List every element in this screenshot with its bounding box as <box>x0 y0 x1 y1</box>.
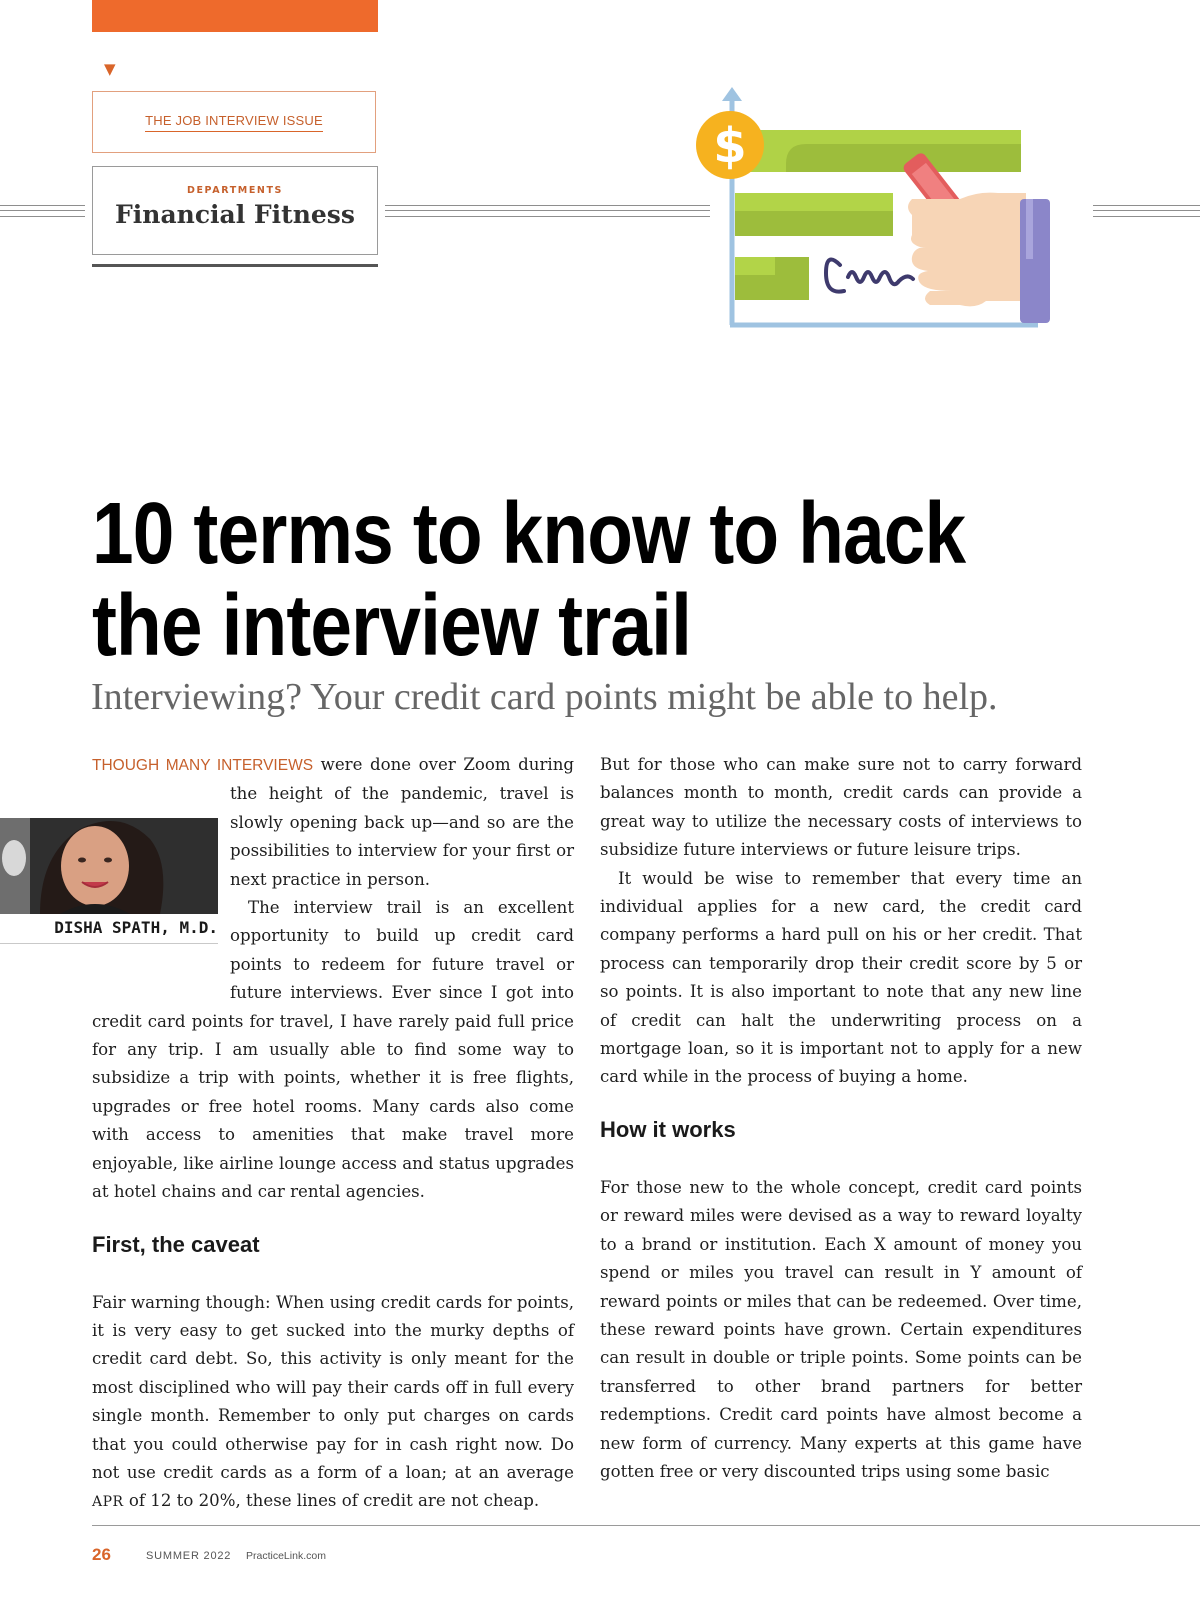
decorative-rule-right <box>1093 205 1200 217</box>
paragraph-text: of 12 to 20%, these lines of credit are not cheap. <box>123 1491 540 1511</box>
paragraph: The interview trail is an excellent opportunity to build up credit card points to redeem for future travel or future interviews. Ever since I got into credit card points for travel, I have rarely paid full price for any trip. I am usually able to find some way to subsidize a trip with points, whether it is free flights, upgrades or free hotel rooms. Many cards also come with access to amenities that make travel more enjoyable, like airline lounge access and status upgrades at hotel chains and car rental agencies. <box>92 898 574 1202</box>
paragraph: But for those who can make sure not to carry forward balances month to month, credit cards can provide a great way to utilize the necessary costs of interviews to subsidize future interviews or future leisure trips. <box>600 755 1082 860</box>
header-accent-bar <box>92 0 378 32</box>
lead-in: THOUGH MANY INTERVIEWS <box>92 757 314 774</box>
footer-divider <box>92 1525 1200 1526</box>
department-title: Financial Fitness <box>115 200 355 229</box>
paragraph: It would be wise to remember that every time an individual applies for a new card, the credit card company performs a hard pull on his or her credit. That process can temporarily drop their credit score by 5 or so points. It is also important to note that any new line of credit can halt the underwriting process on a mortgage loan, so it is important not to apply for a new card while in the process of buying a home. <box>600 868 1082 1087</box>
department-label: DEPARTMENTS <box>186 185 283 196</box>
department-box <box>92 166 378 255</box>
paragraph-text: Fair warning though: When using credit cards for points, it is very easy to get sucked into the murky depths of credit card debt. So, this activity is only meant for the most disciplined who will pay their cards off in full every single month. Remember to only put charges on cards that you could otherwise pay for in cash right now. Do not use credit cards as a form of a loan; at an average <box>92 1292 574 1482</box>
decorative-rule-left <box>0 205 85 217</box>
issue-label-box <box>92 91 376 153</box>
article-headline <box>92 485 1004 674</box>
section-heading: First, the caveat <box>92 1231 260 1257</box>
article-subhead: Interviewing? Your credit card points might be able to help. <box>91 676 998 718</box>
page-number: 26 <box>92 1545 111 1564</box>
footer-site-link[interactable]: PracticeLink.com <box>246 1550 326 1562</box>
down-triangle-icon: ▼ <box>104 60 116 78</box>
author-name: DISHA SPATH, M.D. <box>0 918 218 944</box>
issue-label: THE JOB INTERVIEW ISSUE <box>145 113 323 132</box>
svg-text:$: $ <box>713 118 747 174</box>
apr-abbreviation: APR <box>92 1494 124 1511</box>
paragraph: For those new to the whole concept, credit card points or reward miles were devised as a way to reward loyalty to a brand or institution. Each X amount of money you spend or miles you travel can result in Y amount of reward points or miles that can be redeemed. Over time, these reward points have grown. Certain expenditures can result in double or triple points. Some points can be transferred to other brand partners for better redemptions. Credit card points have almost become a new form of currency. Many experts at this game have gotten free or very discounted trips using some basic <box>600 1177 1082 1481</box>
paragraph-text: were done over Zoom during the height of the pandemic, travel is slowly opening back up—and so are the possibilities to interview for your first or next practice in person. <box>230 755 574 889</box>
headline-line-1: 10 terms to know to hack <box>92 485 966 582</box>
dollar-chart-signature-illustration <box>690 85 1080 339</box>
body-column-right <box>600 751 1082 1486</box>
section-heading: How it works <box>600 1116 736 1142</box>
headline-line-2: the interview trail <box>92 577 692 674</box>
footer-issue: SUMMER 2022 <box>146 1550 232 1562</box>
decorative-rule-middle <box>385 205 710 217</box>
author-photo <box>0 818 218 914</box>
paragraph <box>92 1289 574 1517</box>
department-underline <box>92 264 378 267</box>
